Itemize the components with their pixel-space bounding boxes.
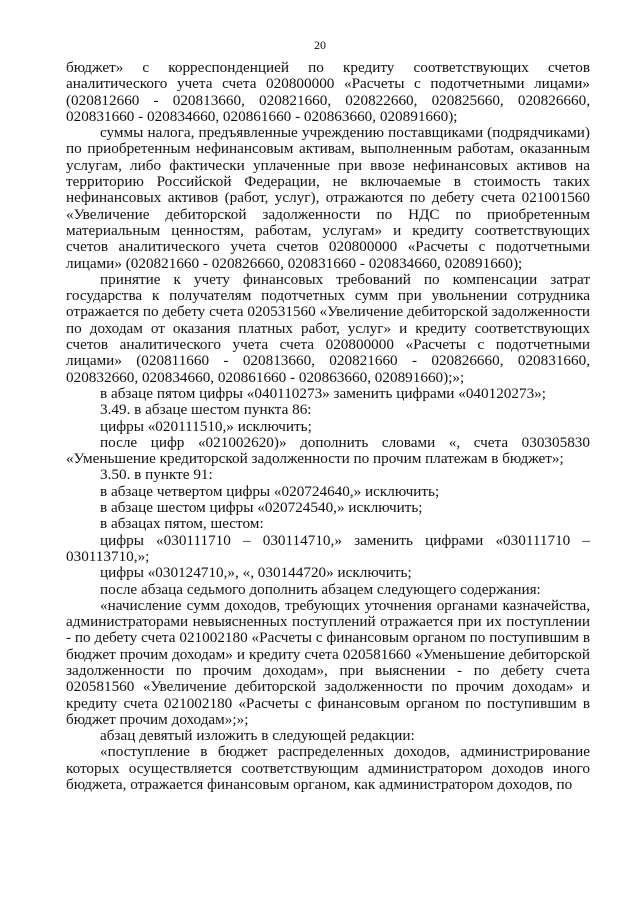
paragraph: принятие к учету финансовых требований по компенсации затрат государства к получателям подотчетных сумм при увольнении сотрудника отражается по дебету счета 020531560 «Увеличение дебиторской задолженности по доходам от оказания платных работ, услуг» и кредиту соответствующих счетов аналитического учета счета 020800000 «Расчеты с подотчетными лицами» (020811660 - 020813660, 020821660 - 020826660, 020831660, 020832660, 020834660, 020861660 - 020863660, 020891660);»; <box>66 270 590 386</box>
paragraph: в абзацах пятом, шестом: <box>100 515 264 533</box>
paragraph: 3.50. в пункте 91: <box>100 466 213 484</box>
paragraph: цифры «030111710 – 030114710,» заменить цифрами «030111710 – 030113710,»; <box>66 531 590 565</box>
paragraph: цифры «030124710,», «, 030144720» исключить; <box>100 564 412 582</box>
paragraph: после абзаца седьмого дополнить абзацем следующего содержания: <box>100 580 541 598</box>
paragraph: суммы налога, предъявленные учреждению поставщиками (подрядчиками) по приобретенным нефинансовым активам, выполненным работам, оказанным услугам, либо фактически уплаченные при ввозе нефинансовых активов на территорию Российской Федерации, не включаемые в стоимость таких нефинансовых активов (работ, услуг), отражаются по дебету счета 021001560 «Увеличение дебиторской задолженности по НДС по приобретенным материальным ценностям, работам, услугам» и кредиту соответствующих счетов аналитического учета счетов 020800000 «Расчеты с подотчетными лицами» (020821660 - 020826660, 020831660 - 020834660, 020891660); <box>66 124 590 272</box>
paragraph: в абзаце шестом цифры «020724540,» исключить; <box>100 499 423 517</box>
paragraph: 3.49. в абзаце шестом пункта 86: <box>100 401 312 419</box>
paragraph: в абзаце пятом цифры «040110273» заменить цифрами «040120273»; <box>100 384 546 402</box>
paragraph: «начисление сумм доходов, требующих уточнения органами казначейства, администраторами невыясненных поступлений отражается при их поступлении - по дебету счета 021002180 «Расчеты с финансовым органом по поступившим в бюджет прочим доходам» и кредиту счета 020581660 «Уменьшение дебиторской задолженности по прочим доходам», при выяснении - по дебету счета 020581560 «Увеличение дебиторской задолженности по прочим доходам» и кредиту счета 021002180 «Расчеты с финансовым органом по поступившим в бюджет прочим доходам»;»; <box>66 596 590 728</box>
document-body <box>66 60 590 793</box>
page-number: 20 <box>314 38 326 52</box>
paragraph: цифры «020111510,» исключить; <box>100 417 312 435</box>
paragraph: в абзаце четвертом цифры «020724640,» исключить; <box>100 482 440 500</box>
paragraph: бюджет» с корреспонденцией по кредиту соответствующих счетов аналитического учета счета 020800000 «Расчеты с подотчетными лицами» (020812660 - 020813660, 020821660, 020822660, 020825660, 020826660, 020831660 - 020834660, 020861660 - 020863660, 020891660); <box>66 59 590 125</box>
paragraph: абзац девятый изложить в следующей редакции: <box>100 727 415 745</box>
paragraph: после цифр «021002620)» дополнить словами «, счета 030305830 «Уменьшение кредиторской задолженности по прочим платежам в бюджет»; <box>66 433 590 468</box>
paragraph: «поступление в бюджет распределенных доходов, администрирование которых осуществляется соответствующим администратором доходов иного бюджета, отражается финансовым органом, как администратором доходов, по <box>66 743 590 794</box>
